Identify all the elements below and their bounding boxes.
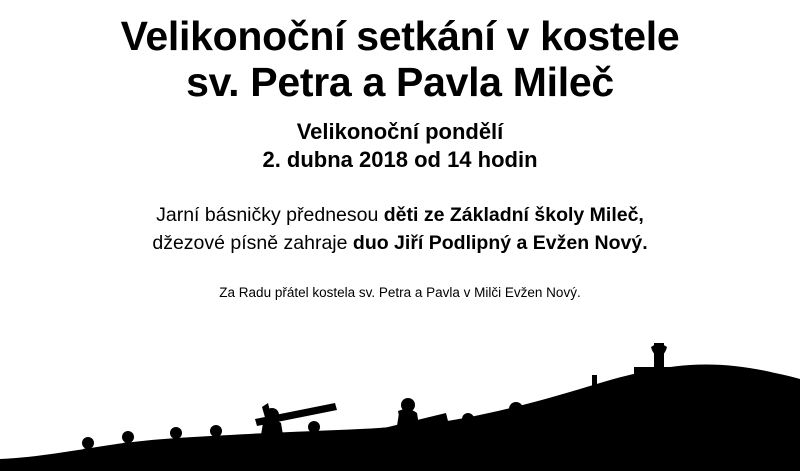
description-line-2 bbox=[0, 230, 800, 258]
description-line-1-plain: Jarní básničky přednesou bbox=[156, 204, 384, 227]
description-line-2-plain: džezové písně zahraje bbox=[152, 231, 353, 254]
event-subtitle bbox=[0, 118, 800, 174]
credit-line: Za Radu přátel kostela sv. Petra a Pavla v Milči Evžen Nový. bbox=[219, 284, 581, 300]
organizer-credit bbox=[0, 284, 800, 302]
description-line-1-strong: děti ze Základní školy Mileč, bbox=[383, 204, 644, 227]
description-line-1 bbox=[0, 202, 800, 230]
subtitle-line-1: Velikonoční pondělí bbox=[296, 118, 504, 144]
calvary-crucifixion-silhouette-icon bbox=[0, 311, 800, 471]
title-line-1: Velikonoční setkání v kostele bbox=[120, 13, 680, 59]
page-title bbox=[0, 14, 800, 106]
title-line-2: sv. Petra a Pavla Mileč bbox=[186, 58, 614, 105]
event-description bbox=[0, 202, 800, 257]
description-line-2-strong: duo Jiří Podlipný a Evžen Nový. bbox=[352, 231, 648, 254]
subtitle-line-2: 2. dubna 2018 od 14 hodin bbox=[262, 146, 538, 172]
